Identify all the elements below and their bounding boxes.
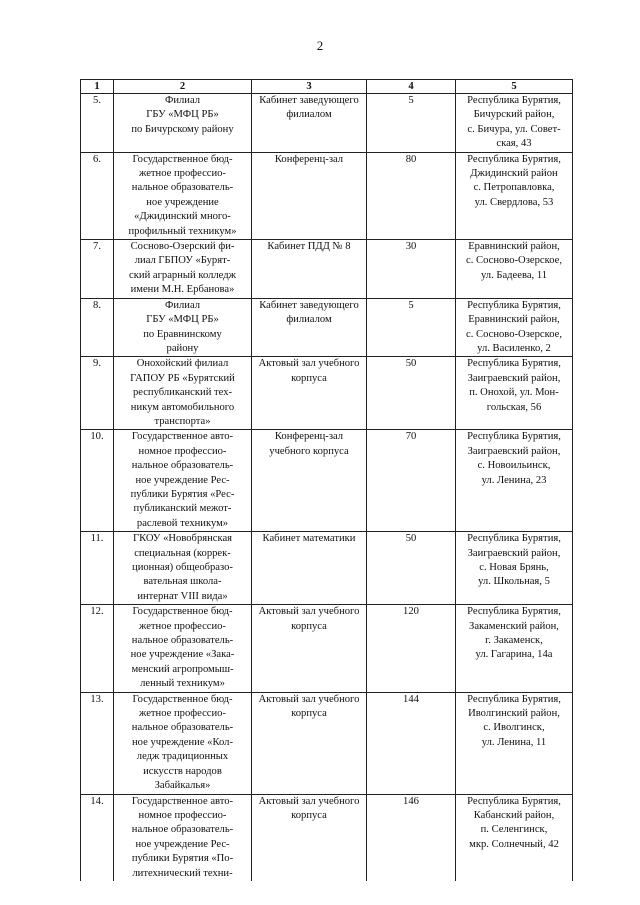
- page-number: 2: [316, 38, 324, 53]
- institution-name-cell: Сосново-Озерский фи- лиал ГБПОУ «Бурят- ский аграрный колледж имени М.Н. Ербанова»: [114, 240, 252, 299]
- institution-name-cell: Государственное авто- номное профессио- нальное образователь- ное учреждение Рес- публики Бурятия «По- литехнический техни-: [114, 794, 252, 881]
- address-cell: Республика Бурятия, Еравнинский район, с. Сосново-Озерское, ул. Василенко, 2: [456, 298, 573, 357]
- seats-cell: 146: [367, 794, 456, 881]
- seats-cell: 50: [367, 357, 456, 430]
- row-number-cell: 5.: [81, 94, 114, 153]
- room-cell: Кабинет математики: [252, 532, 367, 605]
- seats-cell: 70: [367, 430, 456, 532]
- seats-cell: 50: [367, 532, 456, 605]
- row-number-cell: 13.: [81, 692, 114, 794]
- room-cell: Конференц-зал: [252, 152, 367, 239]
- row-number-cell: 10.: [81, 430, 114, 532]
- seats-cell: 144: [367, 692, 456, 794]
- address-cell: Еравнинский район, с. Сосново-Озерское, ул. Бадеева, 11: [456, 240, 573, 299]
- table-row: [81, 152, 573, 239]
- row-number-cell: 11.: [81, 532, 114, 605]
- column-header: 1: [81, 80, 114, 94]
- data-table: [80, 79, 573, 881]
- table-header-row: [81, 80, 573, 94]
- institution-name-cell: Государственное авто- номное профессио- нальное образователь- ное учреждение Рес- публики Бурятия «Рес- публиканский межот- раслевой техникум»: [114, 430, 252, 532]
- seats-cell: 30: [367, 240, 456, 299]
- institution-name-cell: Государственное бюд- жетное профессио- нальное образователь- ное учреждение «Кол- ледж традиционных искусств народов Забайкалья»: [114, 692, 252, 794]
- row-number-cell: 12.: [81, 605, 114, 692]
- institution-name-cell: Онохойский филиал ГАПОУ РБ «Бурятский республиканский тех- никум автомобильного транспорта»: [114, 357, 252, 430]
- institution-name-cell: Государственное бюд- жетное профессио- нальное образователь- ное учреждение «Зака- менский агропромыш- ленный техникум»: [114, 605, 252, 692]
- table-row: [81, 692, 573, 794]
- room-cell: Актовый зал учебного корпуса: [252, 605, 367, 692]
- address-cell: Республика Бурятия, Бичурский район, с. Бичура, ул. Совет- ская, 43: [456, 94, 573, 153]
- room-cell: Актовый зал учебного корпуса: [252, 692, 367, 794]
- address-cell: Республика Бурятия, Заиграевский район, с. Новая Брянь, ул. Школьная, 5: [456, 532, 573, 605]
- institution-name-cell: Филиал ГБУ «МФЦ РБ» по Еравнинскому району: [114, 298, 252, 357]
- address-cell: Республика Бурятия, Иволгинский район, с. Иволгинск, ул. Ленина, 11: [456, 692, 573, 794]
- address-cell: Республика Бурятия, Заиграевский район, с. Новоильинск, ул. Ленина, 23: [456, 430, 573, 532]
- seats-cell: 80: [367, 152, 456, 239]
- table-row: [81, 794, 573, 881]
- column-header: 2: [114, 80, 252, 94]
- room-cell: Конференц-зал учебного корпуса: [252, 430, 367, 532]
- institution-name-cell: Государственное бюд- жетное профессио- нальное образователь- ное учреждение «Джидинский много- профильный техникум»: [114, 152, 252, 239]
- table-row: [81, 94, 573, 153]
- table-row: [81, 430, 573, 532]
- address-cell: Республика Бурятия, Джидинский район с. Петропавловка, ул. Свердлова, 53: [456, 152, 573, 239]
- table-row: [81, 605, 573, 692]
- room-cell: Кабинет ПДД № 8: [252, 240, 367, 299]
- row-number-cell: 14.: [81, 794, 114, 881]
- room-cell: Актовый зал учебного корпуса: [252, 357, 367, 430]
- column-header: 5: [456, 80, 573, 94]
- room-cell: Кабинет заведующего филиалом: [252, 298, 367, 357]
- seats-cell: 120: [367, 605, 456, 692]
- institution-name-cell: Филиал ГБУ «МФЦ РБ» по Бичурскому району: [114, 94, 252, 153]
- seats-cell: 5: [367, 94, 456, 153]
- seats-cell: 5: [367, 298, 456, 357]
- address-cell: Республика Бурятия, Закаменский район, г. Закаменск, ул. Гагарина, 14а: [456, 605, 573, 692]
- table-row: [81, 240, 573, 299]
- row-number-cell: 9.: [81, 357, 114, 430]
- institution-name-cell: ГКОУ «Новобрянская специальная (коррек- ционная) общеобразо- вательная школа- интернат VIII вида»: [114, 532, 252, 605]
- table-row: [81, 357, 573, 430]
- row-number-cell: 6.: [81, 152, 114, 239]
- room-cell: Актовый зал учебного корпуса: [252, 794, 367, 881]
- room-cell: Кабинет заведующего филиалом: [252, 94, 367, 153]
- row-number-cell: 7.: [81, 240, 114, 299]
- address-cell: Республика Бурятия, Кабанский район, п. Селенгинск, мкр. Солнечный, 42: [456, 794, 573, 881]
- row-number-cell: 8.: [81, 298, 114, 357]
- table-row: [81, 298, 573, 357]
- table-row: [81, 532, 573, 605]
- column-header: 4: [367, 80, 456, 94]
- address-cell: Республика Бурятия, Заиграевский район, п. Онохой, ул. Мон- гольская, 56: [456, 357, 573, 430]
- column-header: 3: [252, 80, 367, 94]
